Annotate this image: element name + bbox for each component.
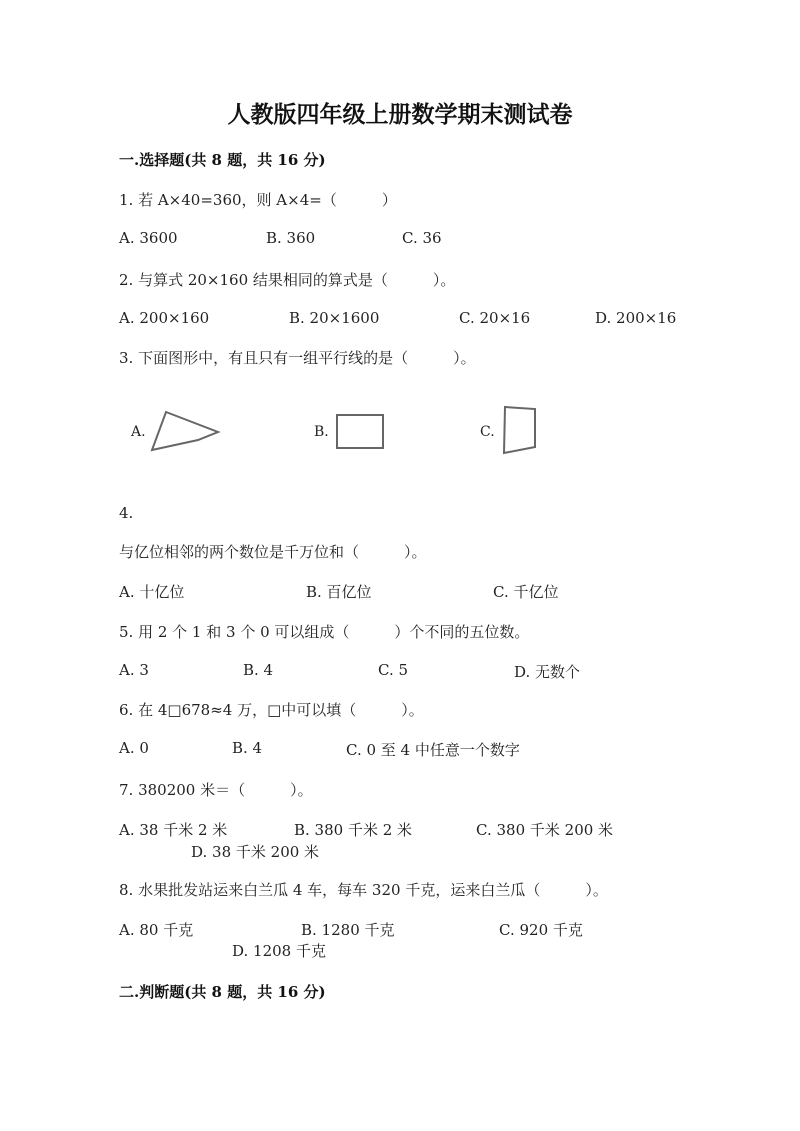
question-8-option-b: B. 1280 千克 [301,921,395,939]
section-heading-judgement: 二.判断题(共 8 题，共 16 分) [119,983,326,1001]
question-5-option-b: B. 4 [243,661,274,679]
quadrilateral-figure-a [148,410,223,454]
question-7-option-c: C. 380 千米 200 米 [476,821,614,839]
section-heading-choice: 一.选择题(共 8 题，共 16 分) [119,151,326,169]
question-4-number: 4. [119,504,134,522]
question-3-stem: 3. 下面图形中，有且只有一组平行线的是（ ）。 [119,349,476,367]
question-6-option-b: B. 4 [232,739,263,757]
question-3-option-a: A. [131,424,146,440]
question-2-option-a: A. 200×160 [119,309,210,327]
question-3-option-c: C. [480,424,495,440]
question-7-stem: 7. 380200 米＝（ ）。 [119,781,313,799]
page-title: 人教版四年级上册数学期末测试卷 [227,101,573,128]
question-1-option-a: A. 3600 [119,229,178,247]
question-4-option-a: A. 十亿位 [119,583,185,601]
question-4-option-c: C. 千亿位 [493,583,559,601]
question-8-option-a: A. 80 千克 [119,921,194,939]
question-5-option-c: C. 5 [378,661,409,679]
question-2-stem: 2. 与算式 20×160 结果相同的算式是（ ）。 [119,271,456,289]
question-4-option-b: B. 百亿位 [306,583,372,601]
question-2-option-c: C. 20×16 [459,309,531,327]
question-8-option-d: D. 1208 千克 [232,942,326,960]
question-1-stem: 1. 若 A×40=360，则 A×4=（ ） [119,191,397,209]
question-7-option-b: B. 380 千米 2 米 [294,821,413,839]
question-7-option-a: A. 38 千米 2 米 [119,821,228,839]
question-8-option-c: C. 920 千克 [499,921,583,939]
question-5-option-a: A. 3 [119,661,149,679]
question-4-stem: 与亿位相邻的两个数位是千万位和（ ）。 [119,543,427,561]
question-7-option-d: D. 38 千米 200 米 [191,843,320,861]
question-5-stem: 5. 用 2 个 1 和 3 个 0 可以组成（ ）个不同的五位数。 [119,623,530,641]
question-1-option-c: C. 36 [402,229,442,247]
question-5-option-d: D. 无数个 [514,663,581,681]
question-6-option-c: C. 0 至 4 中任意一个数字 [346,741,520,759]
question-2-option-d: D. 200×16 [595,309,677,327]
question-2-option-b: B. 20×1600 [289,309,380,327]
trapezoid-figure-c [500,405,540,457]
question-1-option-b: B. 360 [266,229,316,247]
question-6-stem: 6. 在 4□678≈4 万，□中可以填（ ）。 [119,701,424,719]
rectangle-figure-b [335,413,387,451]
question-8-stem: 8. 水果批发站运来白兰瓜 4 车，每车 320 千克，运来白兰瓜（ ）。 [119,881,608,899]
question-3-option-b: B. [314,424,329,440]
question-6-option-a: A. 0 [119,739,149,757]
